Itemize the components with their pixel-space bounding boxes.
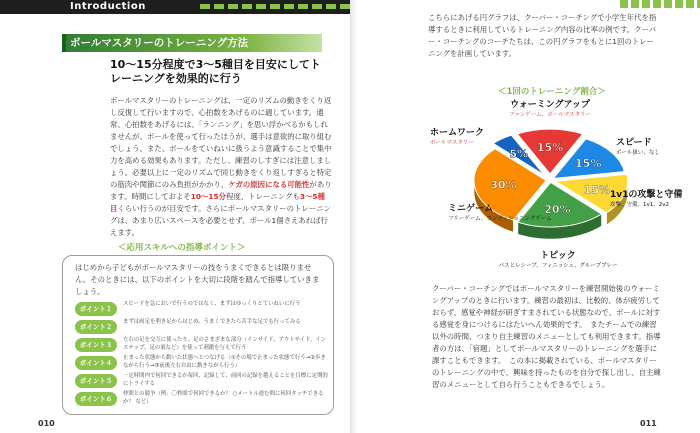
point-text: まずは両足を利き足からはじめ、うまくできたら苦手な足でも行ってみる (123, 319, 301, 325)
point-badge: ポイント１ (75, 302, 117, 316)
page-number-right: 011 (640, 419, 657, 428)
right-body-text: クーバー・コーチングではボールマスタリーを練習開始後のウォーミングアップのときに行います。練習の最初は、比較的、体が疲労しておらず、感覚や神経が研ぎすまされている状態なので、ボールに対する感覚を身につけるにはたいへん効果的です。 またチームでの練習以外の時間、つまり自主練習のメニューとしても利用できます。指導者の方は、「宿題」としてボールマスタリーのトレーニングを選手に課すこともできます。 この本に掲載されている、ボールマスタリーのトレーニングの中で、興味を持ったものを自分で探し出し、自主練習のメニューとして自ら行うこともできるでしょう。 (432, 284, 661, 389)
pie-slice-sublabel: フリーゲーム、コンディショニングゲーム (448, 216, 552, 222)
pie-slice-percent: 15% (536, 141, 564, 154)
point-text: スピードを急においで行うのではなく、まずはゆっくりとていねいに行う (123, 301, 301, 307)
pie-slice-percent: 20% (544, 202, 571, 216)
pie-slice-sublabel: 攻撃、守備、1v1、2v2 (610, 202, 670, 208)
point-badge: ポイント５ (75, 374, 117, 388)
left-body-text (110, 95, 332, 239)
skills-title: ＜応用スキルへの指導ポイント＞ (118, 243, 246, 253)
pie-slice-label: ウォーミングアップ (510, 100, 590, 110)
pie-slice-percent: 5% (509, 147, 529, 161)
point-badge: ポイント２ (75, 320, 117, 334)
point-row (75, 354, 325, 374)
chart-title: ＜1回のトレーニング割合＞ (498, 87, 606, 97)
skills-box (62, 255, 334, 415)
pie-slice-sublabel: パスとレシーブ、フィニッシュ、グループプレー (498, 263, 618, 269)
point-badge: ポイント４ (75, 356, 117, 370)
page-number-left: 010 (38, 419, 55, 428)
chapter-title: Introduction (70, 1, 146, 12)
point-text: 仲間との競争（例：〇秒間で何回できるか？ ○メートル進む間に何回タッチできるか？ など） (123, 391, 324, 405)
pie-chart-svg (430, 95, 700, 285)
point-row (75, 336, 325, 356)
pie-slice-label: 1v1の攻撃と守備 (610, 190, 683, 200)
body-part-b: があります。時間にしておよそ (110, 180, 332, 201)
section-heading (62, 34, 322, 52)
training-ratio-pie (430, 95, 700, 285)
skills-intro: はじめから子どもがボールマスタリーの技をうまくできるとは限りません。そのときには、以下のポイントを大切に段階を踏んで指導していきましょう。 (75, 263, 320, 296)
point-row (75, 318, 325, 338)
pie-slice-percent: 15% (583, 183, 610, 197)
header-stripe (200, 4, 350, 9)
point-row (75, 372, 328, 392)
right-intro-text: こちらにあげる円グラフは、クーバー・コーチングで小学生年代を指導するときに利用しているトレーニング内容の比率の例です。クーバー・コーチングのコーチたちは、この円グラフをもとに1回のトレーニングを計画しています。 (428, 13, 657, 58)
headline: 10〜15分程度で3〜5種目を目安にしてトレーニングを効果的に行う (110, 58, 321, 85)
body-part-d: くらい行うのが目安です。さらにボールマスタリーのトレーニングは、あまり広いスペースを必要とせず、ボール1個さえあれば行えます。 (110, 204, 331, 237)
body-highlight-injury: ケガの原因になる可能性 (228, 180, 310, 189)
pie-slice-percent: 15% (575, 156, 602, 170)
corner-stripe (620, 0, 700, 8)
body-part-a: ボールマスタリーのトレーニングは、一定のリズムの動きをくり返し反復して行いますので、心拍数をあげるのに適しています。通常、心拍数をあげるには、「ランニング」を思い浮かべるかもしれませんが、ボールを使って行ったほうが、選手は意欲的に取り組むでしょう。また、ボールをていねいに扱うよう意識することで集中力を高める効果もあります。ただし、練習のしすぎには注意しましょう。必要以上に一定のリズムで同じ動きをくり返しすぎると特定の筋肉や関節にのみ負担がかかり、 (110, 96, 332, 189)
point-text: 一定時間内で何回できるか毎回、記録して、前回の記録を越えることを目標に定期的にトライする (123, 373, 328, 387)
pie-slice-label: スピード (616, 138, 652, 148)
point-text: 止まった状態から動いた状態へとつなげる（①その場で止まった状態で行う→②歩きながら行う→③前後左右自由に動きながら行う） (123, 355, 326, 369)
body-part-c: 程度、トレーニングも (226, 192, 300, 201)
pie-slice-sublabel: ボールマスタリー (430, 140, 474, 146)
point-badge: ポイント６ (75, 392, 117, 406)
point-row (75, 390, 325, 410)
pie-slice-percent: 30% (490, 178, 517, 192)
section-heading-accent (62, 34, 66, 52)
pie-slice-label: ホームワーク (430, 128, 485, 138)
point-badge: ポイント３ (75, 338, 117, 352)
chapter-header-bar (0, 0, 350, 14)
point-row (75, 300, 325, 320)
pie-slice-sublabel: ファンゲーム、ボールマスタリー (508, 112, 592, 118)
pie-slice-label: ミニゲーム (448, 204, 494, 214)
body-highlight-minutes: 10〜15分 (190, 192, 227, 201)
book-gutter (350, 0, 358, 433)
body-highlight-drills: 3〜5種目 (110, 192, 325, 213)
point-text: 左右の足を交互に使ったり、足のさまざまな部分（インサイド、アウトサイド、インステップ、足の裏など）を使って刺激を与えて行う (123, 337, 327, 351)
pie-slice-sublabel: ボール扱い、なし (616, 150, 660, 156)
pie-slice-label: トピック (540, 251, 576, 261)
section-title: ボールマスタリーのトレーニング方法 (70, 37, 249, 49)
